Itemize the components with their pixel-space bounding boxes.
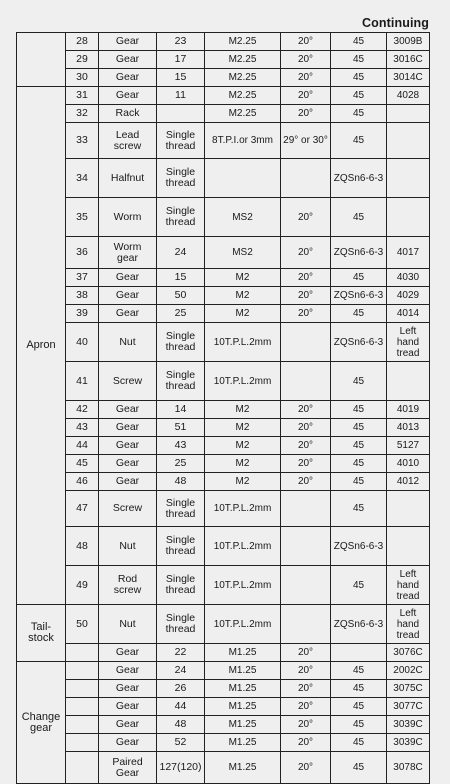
code-cell [387,159,430,198]
part-name-cell: Gear [99,455,157,473]
material-cell: 45 [331,752,387,784]
part-name-cell: Worm [99,198,157,237]
pressure-angle-cell: 20° [281,698,331,716]
part-number-cell: 48 [66,527,99,566]
part-name-cell: Lead screw [99,123,157,159]
part-number-cell: 36 [66,237,99,269]
part-number-cell: 50 [66,605,99,644]
part-name-cell: Nut [99,605,157,644]
code-cell: 4010 [387,455,430,473]
part-number-cell: 41 [66,362,99,401]
pressure-angle-cell: 20° [281,644,331,662]
table-row [17,698,430,716]
teeth-cell: 25 [157,455,205,473]
teeth-cell: 23 [157,33,205,51]
module-pitch-cell: M2 [205,419,281,437]
part-name-cell: Gear [99,419,157,437]
table-row [17,752,430,784]
material-cell: ZQSn6-6-3 [331,237,387,269]
pressure-angle-cell: 20° [281,87,331,105]
part-number-cell: 40 [66,323,99,362]
pressure-angle-cell: 20° [281,305,331,323]
part-number-cell [66,680,99,698]
table-row [17,662,430,680]
code-cell: 3039C [387,734,430,752]
material-cell: 45 [331,716,387,734]
part-name-cell: Gear [99,644,157,662]
table-row [17,644,430,662]
table-row [17,455,430,473]
part-number-cell: 47 [66,491,99,527]
code-cell: 3076C [387,644,430,662]
pressure-angle-cell: 20° [281,716,331,734]
code-cell [387,123,430,159]
part-name-cell: Gear [99,269,157,287]
part-number-cell: 37 [66,269,99,287]
part-number-cell: 34 [66,159,99,198]
teeth-cell: 43 [157,437,205,455]
module-pitch-cell: M2 [205,269,281,287]
module-pitch-cell: M1.25 [205,662,281,680]
material-cell: 45 [331,491,387,527]
code-cell [387,491,430,527]
code-cell: 3016C [387,51,430,69]
code-cell: 3078C [387,752,430,784]
module-pitch-cell: M2.25 [205,105,281,123]
material-cell: 45 [331,123,387,159]
pressure-angle-cell [281,491,331,527]
pressure-angle-cell: 29° or 30° [281,123,331,159]
material-cell: 45 [331,87,387,105]
part-name-cell: Gear [99,734,157,752]
module-pitch-cell: M2.25 [205,69,281,87]
group-label-cell: Tail- stock [17,605,66,662]
parts-spec-table [16,32,430,784]
module-pitch-cell: 10T.P.L.2mm [205,527,281,566]
code-cell: 4029 [387,287,430,305]
code-cell: 4013 [387,419,430,437]
code-cell: 4014 [387,305,430,323]
pressure-angle-cell: 20° [281,198,331,237]
continuing-label: Continuing [362,16,429,30]
module-pitch-cell: 8T.P.I.or 3mm [205,123,281,159]
part-name-cell: Gear [99,437,157,455]
code-cell: Left hand tread [387,323,430,362]
part-name-cell: Screw [99,362,157,401]
part-name-cell: Halfnut [99,159,157,198]
pressure-angle-cell: 20° [281,237,331,269]
table-row [17,419,430,437]
pressure-angle-cell: 20° [281,287,331,305]
part-name-cell: Gear [99,69,157,87]
code-cell: 4012 [387,473,430,491]
code-cell: 4028 [387,87,430,105]
pressure-angle-cell: 20° [281,401,331,419]
pressure-angle-cell [281,159,331,198]
group-label-cell [17,33,66,87]
code-cell: 4030 [387,269,430,287]
pressure-angle-cell: 20° [281,51,331,69]
teeth-cell: 15 [157,269,205,287]
pressure-angle-cell [281,527,331,566]
part-name-cell: Nut [99,323,157,362]
teeth-cell: Single thread [157,527,205,566]
module-pitch-cell: 10T.P.L.2mm [205,491,281,527]
table-row [17,437,430,455]
part-number-cell: 33 [66,123,99,159]
teeth-cell: Single thread [157,605,205,644]
module-pitch-cell: M2 [205,401,281,419]
module-pitch-cell: M2.25 [205,51,281,69]
module-pitch-cell: 10T.P.L.2mm [205,323,281,362]
teeth-cell: 48 [157,716,205,734]
module-pitch-cell: M1.25 [205,680,281,698]
pressure-angle-cell: 20° [281,734,331,752]
part-name-cell: Gear [99,401,157,419]
code-cell: Left hand tread [387,566,430,605]
part-name-cell: Gear [99,680,157,698]
module-pitch-cell [205,159,281,198]
pressure-angle-cell: 20° [281,33,331,51]
module-pitch-cell: 10T.P.L.2mm [205,605,281,644]
teeth-cell: Single thread [157,491,205,527]
part-name-cell: Worm gear [99,237,157,269]
code-cell [387,105,430,123]
material-cell: 45 [331,198,387,237]
table-row [17,401,430,419]
code-cell [387,362,430,401]
material-cell: 45 [331,69,387,87]
teeth-cell: 52 [157,734,205,752]
part-number-cell: 43 [66,419,99,437]
part-name-cell: Rod screw [99,566,157,605]
teeth-cell: 15 [157,69,205,87]
teeth-cell: Single thread [157,123,205,159]
module-pitch-cell: M1.25 [205,698,281,716]
module-pitch-cell: MS2 [205,237,281,269]
teeth-cell: Single thread [157,323,205,362]
part-number-cell: 28 [66,33,99,51]
pressure-angle-cell: 20° [281,419,331,437]
module-pitch-cell: M2 [205,305,281,323]
material-cell: 45 [331,51,387,69]
table-row [17,87,430,105]
material-cell: ZQSn6-6-3 [331,323,387,362]
pressure-angle-cell [281,323,331,362]
part-number-cell [66,644,99,662]
pressure-angle-cell: 20° [281,437,331,455]
table-row [17,287,430,305]
pressure-angle-cell: 20° [281,269,331,287]
table-row [17,566,430,605]
code-cell: 3014C [387,69,430,87]
module-pitch-cell: M1.25 [205,644,281,662]
material-cell: 45 [331,362,387,401]
part-number-cell: 35 [66,198,99,237]
pressure-angle-cell: 20° [281,455,331,473]
table-row [17,237,430,269]
module-pitch-cell: M2.25 [205,87,281,105]
part-number-cell: 42 [66,401,99,419]
parts-table-body [17,33,430,784]
part-number-cell: 46 [66,473,99,491]
code-cell [387,198,430,237]
teeth-cell [157,105,205,123]
teeth-cell: 51 [157,419,205,437]
material-cell: 45 [331,105,387,123]
pressure-angle-cell: 20° [281,105,331,123]
table-row [17,198,430,237]
part-name-cell: Gear [99,33,157,51]
code-cell: Left hand tread [387,605,430,644]
table-row [17,323,430,362]
code-cell: 3077C [387,698,430,716]
pressure-angle-cell: 20° [281,473,331,491]
pressure-angle-cell [281,566,331,605]
material-cell: ZQSn6-6-3 [331,605,387,644]
part-name-cell: Gear [99,51,157,69]
module-pitch-cell: 10T.P.L.2mm [205,362,281,401]
part-number-cell: 30 [66,69,99,87]
teeth-cell: Single thread [157,566,205,605]
part-name-cell: Gear [99,87,157,105]
material-cell: 45 [331,734,387,752]
module-pitch-cell: M2 [205,473,281,491]
part-name-cell: Gear [99,473,157,491]
part-name-cell: Gear [99,662,157,680]
teeth-cell: Single thread [157,159,205,198]
part-number-cell [66,734,99,752]
part-number-cell: 29 [66,51,99,69]
module-pitch-cell: M2 [205,287,281,305]
pressure-angle-cell: 20° [281,680,331,698]
table-row [17,269,430,287]
part-number-cell [66,662,99,680]
table-row [17,33,430,51]
part-name-cell: Nut [99,527,157,566]
module-pitch-cell: M1.25 [205,734,281,752]
module-pitch-cell: 10T.P.L.2mm [205,566,281,605]
teeth-cell: 14 [157,401,205,419]
code-cell: 3075C [387,680,430,698]
group-label-cell: Change gear [17,662,66,784]
material-cell: 45 [331,680,387,698]
teeth-cell: Single thread [157,198,205,237]
material-cell: ZQSn6-6-3 [331,159,387,198]
code-cell: 4017 [387,237,430,269]
material-cell: 45 [331,401,387,419]
table-row [17,473,430,491]
part-number-cell: 49 [66,566,99,605]
table-row [17,527,430,566]
pressure-angle-cell: 20° [281,752,331,784]
table-row [17,305,430,323]
table-row [17,51,430,69]
module-pitch-cell: M2 [205,437,281,455]
teeth-cell: 17 [157,51,205,69]
part-number-cell: 44 [66,437,99,455]
table-row [17,362,430,401]
teeth-cell: 11 [157,87,205,105]
part-name-cell: Gear [99,698,157,716]
material-cell: 45 [331,437,387,455]
teeth-cell: 24 [157,237,205,269]
part-number-cell [66,698,99,716]
material-cell: 45 [331,473,387,491]
material-cell [331,644,387,662]
part-number-cell: 32 [66,105,99,123]
module-pitch-cell: M1.25 [205,716,281,734]
part-name-cell: Gear [99,716,157,734]
code-cell: 5127 [387,437,430,455]
code-cell: 3039C [387,716,430,734]
table-row [17,680,430,698]
table-row [17,105,430,123]
teeth-cell: 127(120) [157,752,205,784]
table-row [17,123,430,159]
table-row [17,159,430,198]
part-number-cell: 38 [66,287,99,305]
material-cell: 45 [331,698,387,716]
module-pitch-cell: M2 [205,455,281,473]
part-number-cell: 31 [66,87,99,105]
part-name-cell: Screw [99,491,157,527]
group-label-cell: Apron [17,87,66,605]
table-row [17,491,430,527]
material-cell: 45 [331,662,387,680]
teeth-cell: 22 [157,644,205,662]
table-row [17,605,430,644]
teeth-cell: 44 [157,698,205,716]
module-pitch-cell: M1.25 [205,752,281,784]
teeth-cell: Single thread [157,362,205,401]
material-cell: 45 [331,33,387,51]
part-number-cell [66,716,99,734]
teeth-cell: 25 [157,305,205,323]
part-name-cell: Paired Gear [99,752,157,784]
teeth-cell: 26 [157,680,205,698]
teeth-cell: 24 [157,662,205,680]
module-pitch-cell: MS2 [205,198,281,237]
part-number-cell: 45 [66,455,99,473]
pressure-angle-cell: 20° [281,69,331,87]
code-cell: 4019 [387,401,430,419]
teeth-cell: 50 [157,287,205,305]
pressure-angle-cell [281,362,331,401]
teeth-cell: 48 [157,473,205,491]
table-row [17,69,430,87]
material-cell: 45 [331,269,387,287]
code-cell [387,527,430,566]
material-cell: 45 [331,419,387,437]
material-cell: ZQSn6-6-3 [331,287,387,305]
material-cell: 45 [331,455,387,473]
material-cell: 45 [331,566,387,605]
table-row [17,734,430,752]
material-cell: ZQSn6-6-3 [331,527,387,566]
material-cell: 45 [331,305,387,323]
code-cell: 3009B [387,33,430,51]
code-cell: 2002C [387,662,430,680]
part-name-cell: Rack [99,105,157,123]
part-number-cell [66,752,99,784]
pressure-angle-cell [281,605,331,644]
pressure-angle-cell: 20° [281,662,331,680]
part-name-cell: Gear [99,305,157,323]
part-number-cell: 39 [66,305,99,323]
module-pitch-cell: M2.25 [205,33,281,51]
part-name-cell: Gear [99,287,157,305]
table-row [17,716,430,734]
